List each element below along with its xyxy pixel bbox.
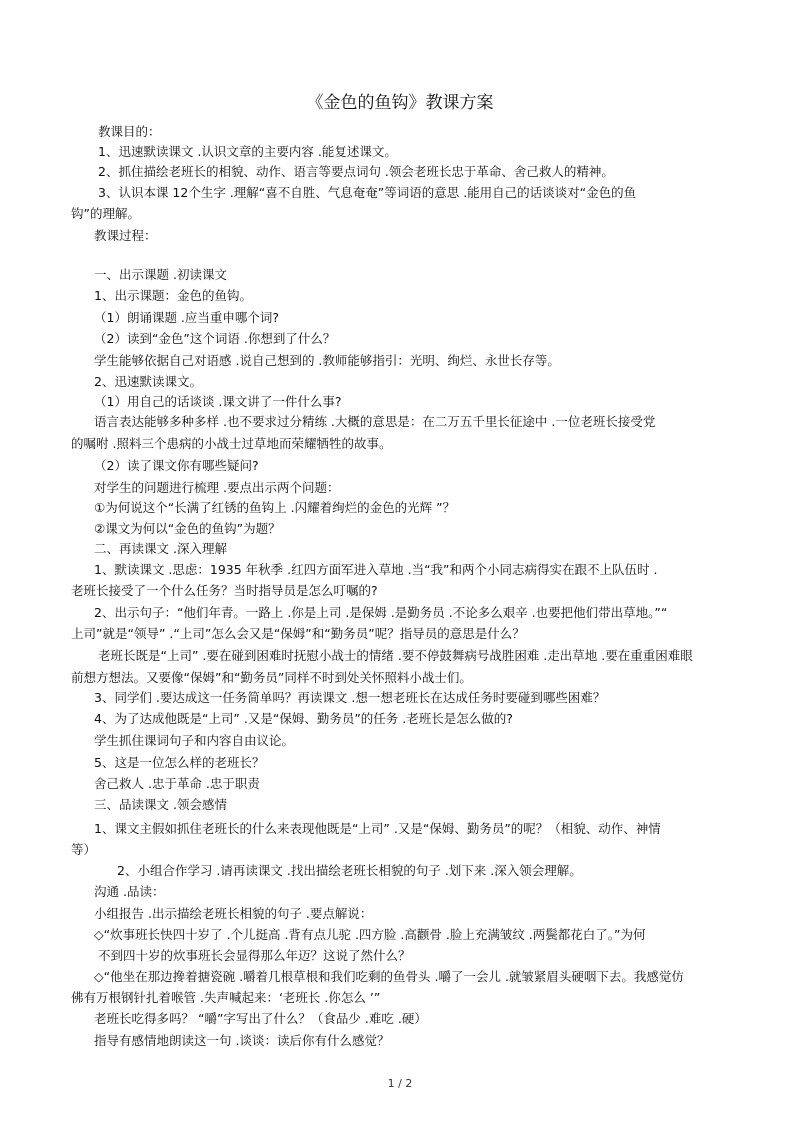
text-line: 舍己救人 .忠于革命 .忠于职责 [94, 776, 260, 791]
text-line: 5、这是一位怎么样的老班长？ [94, 755, 265, 770]
text-line: 1、默读课文 .思虑：1935 年秋季 .红四方面军进入草地 .当“我”和两个小同志病得实在跟不上队伍时 . [94, 562, 658, 577]
text-line: ◇“他坐在那边搀着搪瓷碗 .嚼着几根草根和我们吃剩的鱼骨头 .嚼了一会儿 .就皱紧眉头硬咽下去。我感觉仿 [94, 969, 684, 984]
text-line: （1）朗诵课题 .应当重申哪个词? [94, 310, 280, 325]
text-line: 老班长吃得多吗？ “嚼”字写出了什么？（食品少 .难吃 .硬） [94, 1011, 427, 1026]
text-line: 2、小组合作学习 .请再读课文 .找出描绘老班长相貌的句子 .划下来 .深入领会理解。 [117, 863, 582, 878]
text-line: 1、课文主假如抓住老班长的什么来表现他既是“上司” .又是“保姆、勤务员”的呢？（相貌、动作、神情 [94, 821, 661, 836]
page-number: 1 / 2 [387, 1077, 413, 1090]
text-line: 3、认识本课 12个生字 .理解“喜不自胜、气息奄奄”等词语的意思 .能用自己的话谈谈对“金色的鱼 [98, 185, 637, 200]
text-line: 老班长接受了一个什么任务？当时指导员是怎么叮嘱的? [71, 583, 378, 598]
text-line: 不到四十岁的炊事班长会显得那么年迈？这说了然什么？ [98, 948, 411, 963]
text-line: 等） [71, 842, 97, 857]
text-line: 的嘱咐 .照料三个患病的小战士过草地而荣耀牺牲的故事。 [71, 436, 392, 451]
text-line: 2、出示句子：“他们年青。一路上 .你是上司 .是保姆 .是勤务员 .不论多么艰辛 .也要把他们带出草地。”“ [94, 605, 668, 620]
text-line: ②课文为何以“金色的鱼钩”为题？ [94, 521, 281, 536]
text-line: 教课过程： [94, 228, 157, 243]
text-line: 1、迅速默读课文 .认识文章的主要内容 .能复述课文。 [98, 144, 397, 159]
text-line: 3、同学们 .要达成这一任务简单吗？再读课文 .想一想老班长在达成任务时要碰到哪些困难？ [94, 690, 606, 705]
page-title: 《金色的鱼钩》教课方案 [306, 93, 494, 113]
text-line: 钩”的理解。 [71, 206, 140, 221]
text-line: 语言表达能够多种多样 .也不要求过分精练 .大概的意思是：在二万五千里长征途中 .一位老班长接受党 [94, 414, 656, 429]
text-line: ◇“炊事班长快四十岁了 .个儿挺高 .背有点儿驼 .四方脸 .高颧骨 .脸上充满皱纹 .两鬓都花白了。”为何 [94, 927, 646, 942]
text-line: 小组报告 .出示描绘老班长相貌的句子 .要点解说： [94, 906, 373, 921]
section-heading: 二、再读课文 .深入理解 [94, 541, 227, 556]
text-line: 学生能够依据自己对语感 .说自己想到的 .教师能够指引：光明、绚烂、永世长存等。 [94, 353, 560, 368]
text-line: （2）读了课文你有哪些疑问? [94, 458, 259, 473]
text-line: ①为何说这个“长满了红锈的鱼钩上 .闪耀着绚烂的金色的光辉 ”？ [94, 500, 456, 515]
text-line: 上司”就是“领导” .“上司”怎么会又是“保姆”和“勤务员”呢？指导员的意思是什么？ [71, 626, 525, 641]
text-line: 老班长既是“上司” .要在碰到困难时抚慰小战士的情绪 .要不停鼓舞病号战胜困难 .走出草地 .要在重重困难眼 [98, 648, 693, 663]
text-line: 沟通 .品读： [94, 884, 165, 899]
text-line: 1、出示课题：金色的鱼钩。 [94, 288, 252, 303]
text-line: 2、迅速默读课文。 [94, 374, 202, 389]
text-line: 4、为了达成他既是“上司” .又是“保姆、勤务员”的任务 .老班长是怎么做的? [94, 711, 513, 726]
text-line: 前想方想法。又要像“保姆”和“勤务员”同样不时到处关怀照料小战士们。 [71, 670, 472, 685]
text-line: 学生抓住课词句子和内容自由议论。 [94, 733, 295, 748]
text-line: 教课目的： [98, 124, 161, 139]
text-line: 佛有万根钢针扎着喉管 .失声喊起来：‘老班长 .你怎么 ’” [71, 990, 381, 1005]
section-heading: 三、品读课文 .领会感情 [94, 797, 227, 812]
text-line: 对学生的问题进行梳理 .要点出示两个问题： [94, 480, 340, 495]
text-line: 2、抓住描绘老班长的相貌、动作、语言等要点词句 .领会老班长忠于革命、舍己救人的精神。 [98, 164, 614, 179]
section-heading: 一、出示课题 .初读课文 [94, 267, 227, 282]
text-line: 指导有感情地朗读这一句 .谈谈：读后你有什么感觉？ [94, 1033, 390, 1048]
text-line: （1）用自己的话谈谈 .课文讲了一件什么事? [94, 394, 342, 409]
text-line: （2）读到“金色”这个词语 .你想到了什么？ [94, 331, 336, 346]
